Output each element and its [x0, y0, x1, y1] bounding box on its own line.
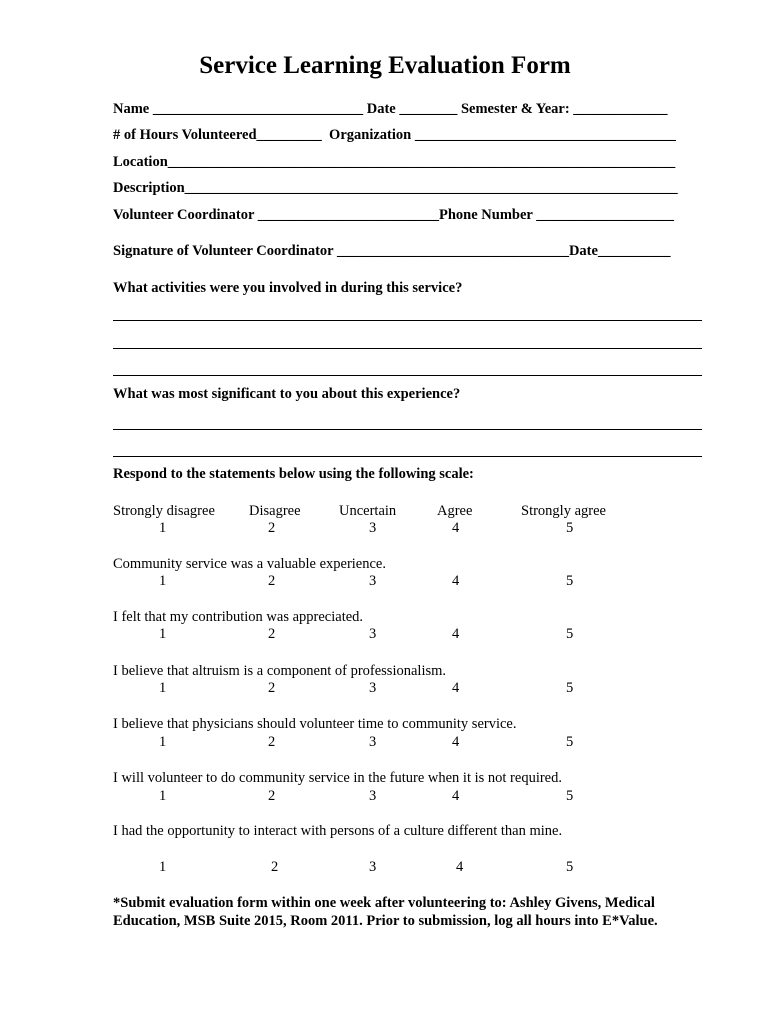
- rating-option[interactable]: 1: [159, 734, 167, 750]
- statement-text: I felt that my contribution was appreciated.: [113, 609, 364, 625]
- submission-instructions-continued: Education, MSB Suite 2015, Room 2011. Prior to submission, log all hours into E*Value.: [113, 913, 658, 929]
- scale-value: 1: [159, 520, 167, 536]
- scale-label-strongly-agree: Strongly agree: [521, 503, 606, 519]
- scale-value: 2: [268, 520, 276, 536]
- rating-option[interactable]: 1: [159, 859, 167, 875]
- rating-option[interactable]: 4: [452, 626, 460, 642]
- scale-value: 5: [566, 520, 574, 536]
- rating-option[interactable]: 2: [271, 859, 279, 875]
- scale-label-agree: Agree: [437, 503, 473, 519]
- answer-line[interactable]: [113, 348, 702, 349]
- scale-value: 3: [369, 520, 377, 536]
- form-title: Service Learning Evaluation Form: [199, 52, 571, 79]
- name-date-semester-line[interactable]: Name _____________________________ Date ________ Semester & Year: _____________: [113, 101, 668, 117]
- rating-option[interactable]: 2: [268, 626, 276, 642]
- question-significance: What was most significant to you about this experience?: [113, 386, 461, 402]
- rating-option[interactable]: 2: [268, 734, 276, 750]
- rating-option[interactable]: 3: [369, 788, 377, 804]
- rating-option[interactable]: 1: [159, 573, 167, 589]
- rating-option[interactable]: 5: [566, 788, 574, 804]
- rating-option[interactable]: 2: [268, 680, 276, 696]
- rating-option[interactable]: 4: [452, 680, 460, 696]
- rating-option[interactable]: 4: [452, 573, 460, 589]
- statement-text: Community service was a valuable experience.: [113, 556, 386, 572]
- rating-option[interactable]: 2: [268, 573, 276, 589]
- scale-label-uncertain: Uncertain: [339, 503, 397, 519]
- description-line[interactable]: Description____________________________________________________________________: [113, 180, 678, 196]
- rating-option[interactable]: 5: [566, 573, 574, 589]
- signature-date-line[interactable]: Signature of Volunteer Coordinator ________________________________Date__________: [113, 243, 671, 259]
- question-activities: What activities were you involved in during this service?: [113, 280, 463, 296]
- rating-option[interactable]: 3: [369, 859, 377, 875]
- answer-line[interactable]: [113, 375, 702, 376]
- rating-option[interactable]: 3: [369, 626, 377, 642]
- location-line[interactable]: Location______________________________________________________________________: [113, 154, 676, 170]
- statement-text: I will volunteer to do community service in the future when it is not required.: [113, 770, 562, 786]
- scale-value: 4: [452, 520, 460, 536]
- statement-text: I had the opportunity to interact with persons of a culture different than mine.: [113, 823, 563, 839]
- submission-instructions: *Submit evaluation form within one week after volunteering to: Ashley Givens, Medical: [113, 895, 655, 911]
- rating-option[interactable]: 2: [268, 788, 276, 804]
- answer-line[interactable]: [113, 320, 702, 321]
- rating-option[interactable]: 5: [566, 680, 574, 696]
- scale-label-disagree: Disagree: [249, 503, 301, 519]
- hours-organization-line[interactable]: # of Hours Volunteered_________ Organization ____________________________________: [113, 127, 676, 143]
- rating-option[interactable]: 1: [159, 788, 167, 804]
- rating-option[interactable]: 5: [566, 734, 574, 750]
- rating-option[interactable]: 4: [456, 859, 464, 875]
- answer-line[interactable]: [113, 429, 702, 430]
- scale-instruction: Respond to the statements below using the following scale:: [113, 466, 474, 482]
- scale-label-strongly-disagree: Strongly disagree: [113, 503, 215, 519]
- rating-option[interactable]: 3: [369, 573, 377, 589]
- rating-option[interactable]: 1: [159, 680, 167, 696]
- rating-option[interactable]: 4: [452, 788, 460, 804]
- rating-option[interactable]: 3: [369, 734, 377, 750]
- volunteer-coordinator-phone-line[interactable]: Volunteer Coordinator _________________________Phone Number ___________________: [113, 207, 674, 223]
- rating-option[interactable]: 1: [159, 626, 167, 642]
- statement-text: I believe that physicians should volunteer time to community service.: [113, 716, 517, 732]
- rating-option[interactable]: 5: [566, 626, 574, 642]
- statement-text: I believe that altruism is a component of professionalism.: [113, 663, 447, 679]
- rating-option[interactable]: 3: [369, 680, 377, 696]
- rating-option[interactable]: 4: [452, 734, 460, 750]
- rating-option[interactable]: 5: [566, 859, 574, 875]
- answer-line[interactable]: [113, 456, 702, 457]
